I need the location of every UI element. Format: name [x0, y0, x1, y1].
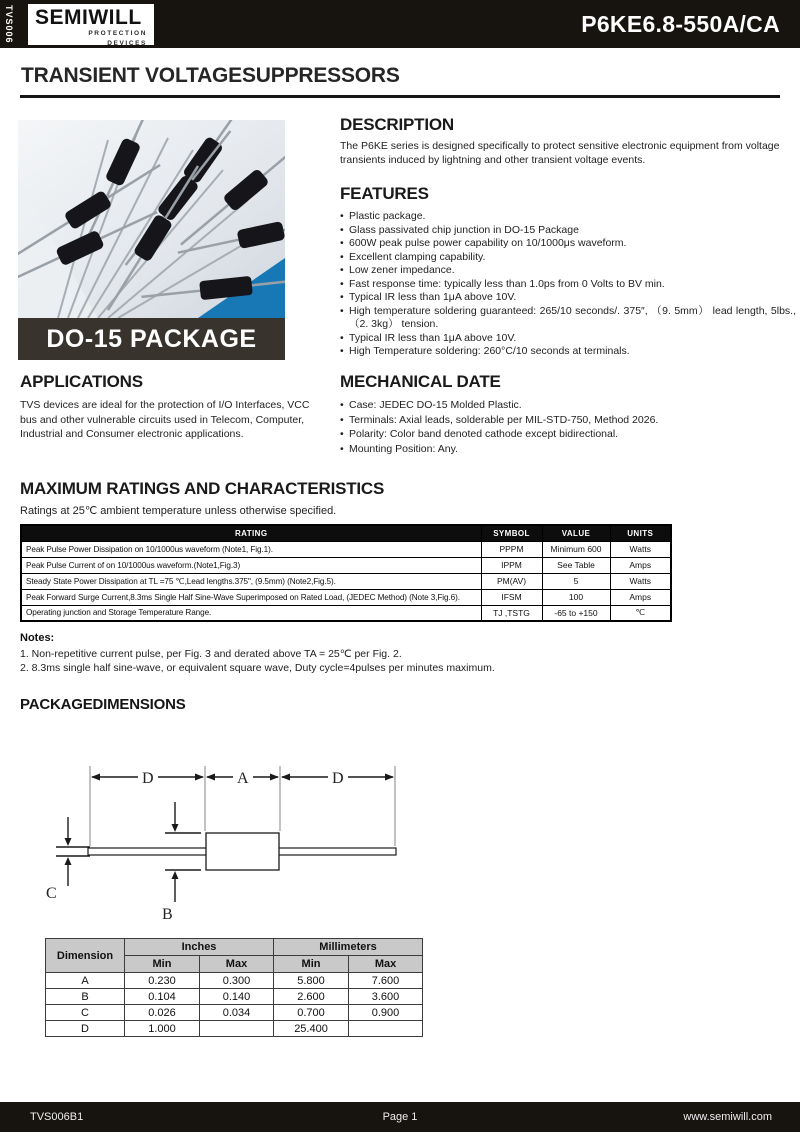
dim-value: 0.230	[125, 973, 200, 989]
table-row	[21, 541, 671, 557]
rating-cell: Steady State Power Dissipation at TL =75 ℃,Lead lengths.375", (9.5mm) (Note2,Fig.5).	[21, 573, 481, 589]
dim-value: 0.700	[274, 1005, 349, 1021]
mechanical-heading: MECHANICAL DATE	[340, 372, 501, 391]
symbol-cell: PPPM	[481, 541, 542, 557]
dim-value: 0.300	[200, 973, 274, 989]
page-title: TRANSIENT VOLTAGESUPPRESSORS	[21, 64, 400, 87]
table-row	[21, 605, 671, 621]
mechanical-item: • Case: JEDEC DO-15 Molded Plastic.	[340, 398, 796, 413]
value-cell: 100	[542, 589, 610, 605]
ratings-col-value: VALUE	[542, 525, 610, 541]
dim-value: 5.800	[274, 973, 349, 989]
value-cell: See Table	[542, 557, 610, 573]
dim-value: 0.026	[125, 1005, 200, 1021]
dimension-diagram	[40, 752, 440, 935]
dim-label-a: A	[237, 770, 249, 787]
logo-subtitle-protection: PROTECTION	[88, 30, 147, 37]
dim-value: 2.600	[274, 989, 349, 1005]
footer-bar	[0, 1102, 800, 1132]
dims-header-row-1	[46, 939, 423, 956]
applications-heading: APPLICATIONS	[20, 372, 143, 391]
table-row	[21, 573, 671, 589]
value-cell: -65 to +150	[542, 605, 610, 621]
footer-page-number: Page 1	[382, 1111, 418, 1123]
footer-doc-code: TVS006B1	[30, 1111, 84, 1123]
feature-item: • Typical IR less than 1μA above 10V.	[340, 291, 796, 305]
rating-cell: Peak Forward Surge Current,8.3ms Single Half Sine-Wave Superimposed on Rated Load, (JEDEC Method) (Note 3,Fig.6).	[21, 589, 481, 605]
table-row	[46, 973, 423, 989]
mechanical-item: • Terminals: Axial leads, solderable per MIL-STD-750, Method 2026.	[340, 413, 796, 428]
rating-cell: Operating junction and Storage Temperature Range.	[21, 605, 481, 621]
dim-value	[349, 1021, 423, 1037]
table-row	[21, 589, 671, 605]
side-doc-code: TVS006	[4, 4, 14, 44]
package-caption: DO-15 PACKAGE	[18, 318, 285, 360]
dimension-diagram-svg	[40, 752, 440, 930]
footer-website: www.semiwill.com	[683, 1111, 772, 1123]
ratings-col-units: UNITS	[610, 525, 671, 541]
feature-item: • Excellent clamping capability.	[340, 251, 796, 265]
dim-label-d-right: D	[332, 770, 344, 787]
dim-value	[200, 1021, 274, 1037]
rating-cell: Peak Pulse Power Dissipation on 10/1000us waveform (Note1, Fig.1).	[21, 541, 481, 557]
value-cell: 5	[542, 573, 610, 589]
diode-body	[206, 833, 279, 870]
mechanical-item: • Mounting Position: Any.	[340, 442, 796, 457]
logo-name: SEMIWILL	[35, 6, 142, 29]
logo	[28, 4, 154, 45]
feature-item: • Low zener impedance.	[340, 264, 796, 278]
note-line: 2. 8.3ms single half sine-wave, or equivalent square wave, Duty cycle=4pulses per minutes maximum.	[20, 662, 495, 674]
feature-item: • Fast response time: typically less than 1.0ps from 0 Volts to BV min.	[340, 278, 796, 292]
dim-value: 0.034	[200, 1005, 274, 1021]
rating-cell: Peak Pulse Current of on 10/1000us waveform.(Note1,Fig.3)	[21, 557, 481, 573]
dim-name: C	[46, 1005, 125, 1021]
part-number: P6KE6.8-550A/CA	[581, 11, 780, 37]
features-heading: FEATURES	[340, 184, 429, 203]
symbol-cell: TJ ,TSTG	[481, 605, 542, 621]
note-line: 1. Non-repetitive current pulse, per Fig. 3 and derated above TA = 25℃ per Fig. 2.	[20, 648, 402, 660]
units-cell: Watts	[610, 573, 671, 589]
dims-group-inches: Inches	[125, 939, 274, 956]
feature-item: • Glass passivated chip junction in DO-15 Package	[340, 224, 796, 238]
dim-value: 3.600	[349, 989, 423, 1005]
title-divider	[20, 95, 780, 98]
dim-value: 0.104	[125, 989, 200, 1005]
product-photo	[18, 120, 285, 360]
feature-item: • Plastic package.	[340, 210, 796, 224]
description-heading: DESCRIPTION	[340, 115, 454, 134]
ratings-col-rating: RATING	[21, 525, 481, 541]
table-row	[46, 1021, 423, 1037]
mechanical-item: • Polarity: Color band denoted cathode except bidirectional.	[340, 427, 796, 442]
dim-value: 0.900	[349, 1005, 423, 1021]
table-row	[46, 989, 423, 1005]
dims-col-min: Min	[125, 956, 200, 973]
feature-item: • High Temperature soldering: 260°C/10 seconds at terminals.	[340, 345, 796, 359]
symbol-cell: IPPM	[481, 557, 542, 573]
dim-value: 1.000	[125, 1021, 200, 1037]
applications-body: TVS devices are ideal for the protection of I/O Interfaces, VCC bus and other vulnerable circuits used in Telecom, Computer, Industrial and Consumer electronic applications.	[20, 399, 310, 441]
dim-label-b: B	[162, 906, 173, 923]
feature-item: • 600W peak pulse power capability on 10/1000μs waveform.	[340, 237, 796, 251]
units-cell: Amps	[610, 589, 671, 605]
dimensions-table	[45, 938, 423, 1037]
ratings-table	[20, 524, 672, 622]
ratings-header-row	[21, 525, 671, 541]
units-cell: Amps	[610, 557, 671, 573]
mechanical-list	[340, 398, 796, 456]
ratings-heading: MAXIMUM RATINGS AND CHARACTERISTICS	[20, 479, 385, 498]
dim-name: D	[46, 1021, 125, 1037]
dim-name: B	[46, 989, 125, 1005]
dims-col-dimension: Dimension	[46, 939, 125, 973]
dims-col-max: Max	[200, 956, 274, 973]
units-cell: ℃	[610, 605, 671, 621]
dims-col-max: Max	[349, 956, 423, 973]
package-dimensions-heading: PACKAGEDIMENSIONS	[20, 696, 186, 713]
notes-heading: Notes:	[20, 632, 55, 644]
ratings-col-symbol: SYMBOL	[481, 525, 542, 541]
dim-name: A	[46, 973, 125, 989]
dim-label-d-left: D	[142, 770, 154, 787]
logo-subtitle-devices: DEVICES	[107, 40, 147, 47]
table-row	[21, 557, 671, 573]
dim-value: 7.600	[349, 973, 423, 989]
feature-item: • Typical IR less than 1μA above 10V.	[340, 332, 796, 346]
feature-item: • High temperature soldering guaranteed: 265/10 seconds/. 375″, （9. 5mm） lead length, 5lbs., （2. 3kg） tension.	[340, 305, 796, 332]
dim-label-c: C	[46, 885, 57, 902]
table-row	[46, 1005, 423, 1021]
dim-value: 0.140	[200, 989, 274, 1005]
description-body: The P6KE series is designed specifically to protect sensitive electronic equipment from voltage transients induced by lightning and other transient voltage events.	[340, 140, 780, 167]
dims-group-millimeters: Millimeters	[274, 939, 423, 956]
symbol-cell: IFSM	[481, 589, 542, 605]
features-list	[340, 210, 796, 359]
ratings-subtitle: Ratings at 25℃ ambient temperature unless otherwise specified.	[20, 505, 337, 517]
value-cell: Minimum 600	[542, 541, 610, 557]
symbol-cell: PM(AV)	[481, 573, 542, 589]
dim-value: 25.400	[274, 1021, 349, 1037]
header-bar	[0, 0, 800, 48]
units-cell: Watts	[610, 541, 671, 557]
diode-photo-illustration	[18, 120, 285, 318]
dims-col-min: Min	[274, 956, 349, 973]
